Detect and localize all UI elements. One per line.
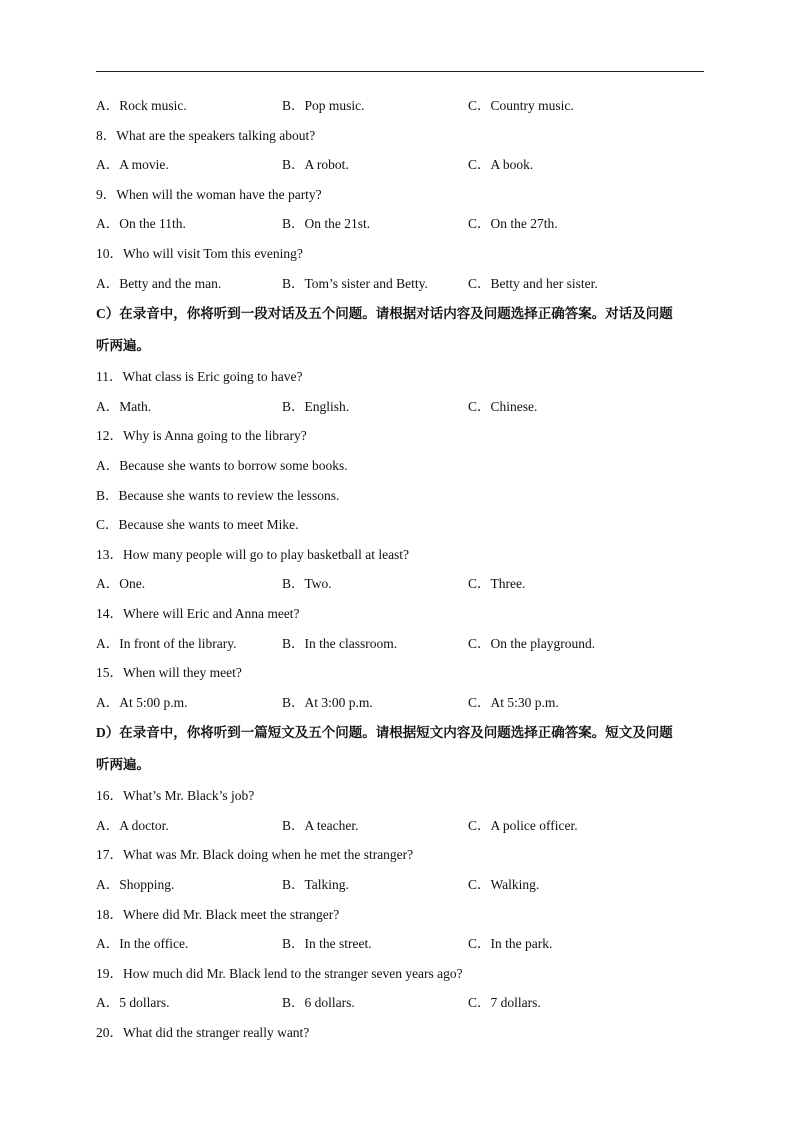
section-instruction: 听两遍。: [96, 757, 150, 773]
option-c: C．On the playground.: [468, 635, 596, 651]
option-c: C．On the 27th.: [468, 216, 558, 232]
options-row: [96, 688, 706, 718]
option-c: C．Walking.: [468, 877, 540, 893]
option-a: A．Math.: [96, 398, 152, 414]
option-b: B．In the street.: [282, 936, 372, 952]
option-a: A．5 dollars.: [96, 995, 170, 1011]
option-c: C．Chinese.: [468, 398, 538, 414]
option-c: C．Betty and her sister.: [468, 275, 598, 291]
option-b: B．Tom’s sister and Betty.: [282, 275, 428, 291]
section-instruction: C）在录音中，你将听到一段对话及五个问题。请根据对话内容及问题选择正确答案。对话及问题: [96, 306, 673, 322]
option-b: B．Two.: [282, 576, 332, 592]
options-row: [96, 629, 706, 659]
option-b: B．On the 21st.: [282, 216, 371, 232]
question-line: 9．When will the woman have the party?: [96, 186, 322, 202]
option-b: B．English.: [282, 398, 350, 414]
option-b: B．In the classroom.: [282, 635, 398, 651]
question-line: 10．Who will visit Tom this evening?: [96, 245, 303, 261]
option-c: C．In the park.: [468, 936, 553, 952]
question-line: 18．Where did Mr. Black meet the stranger?: [96, 906, 340, 922]
question-line: 15．When will they meet?: [96, 665, 242, 681]
options-row: [96, 392, 706, 422]
option-c: C．A book.: [468, 157, 534, 173]
question-line: A．Because she wants to borrow some books.: [96, 457, 348, 473]
option-b: B．At 3:00 p.m.: [282, 694, 373, 710]
header-rule: [96, 71, 704, 72]
question-line: 8．What are the speakers talking about?: [96, 127, 316, 143]
option-b: B．A teacher.: [282, 817, 359, 833]
question-line: 14．Where will Eric and Anna meet?: [96, 605, 300, 621]
question-line: 19．How much did Mr. Black lend to the stranger seven years ago?: [96, 965, 463, 981]
question-line: 20．What did the stranger really want?: [96, 1025, 310, 1041]
options-row: [96, 988, 706, 1018]
option-a: A．A doctor.: [96, 817, 169, 833]
option-c: C．At 5:30 p.m.: [468, 694, 559, 710]
question-line: 12．Why is Anna going to the library?: [96, 428, 307, 444]
question-line: C．Because she wants to meet Mike.: [96, 517, 299, 533]
question-line: 17．What was Mr. Black doing when he met the stranger?: [96, 847, 414, 863]
section-instruction: D）在录音中，你将听到一篇短文及五个问题。请根据短文内容及问题选择正确答案。短文及问题: [96, 725, 673, 741]
question-line: 13．How many people will go to play basketball at least?: [96, 546, 410, 562]
options-row: [96, 209, 706, 239]
option-a: A．At 5:00 p.m.: [96, 694, 188, 710]
option-b: B．Talking.: [282, 877, 349, 893]
options-row: [96, 269, 706, 299]
option-a: A．Betty and the man.: [96, 275, 222, 291]
question-line: 16．What’s Mr. Black’s job?: [96, 788, 255, 804]
options-row: [96, 569, 706, 599]
option-a: A．Rock music.: [96, 98, 187, 113]
option-a: A．In the office.: [96, 936, 189, 952]
question-line: 11．What class is Eric going to have?: [96, 369, 303, 385]
option-a: A．One.: [96, 576, 146, 592]
options-row: [96, 150, 706, 180]
options-row: [96, 870, 706, 900]
option-c: C．A police officer.: [468, 817, 578, 833]
options-row: [96, 91, 706, 121]
options-row: [96, 929, 706, 959]
option-b: B．A robot.: [282, 157, 349, 173]
option-b: B．Pop music.: [282, 98, 365, 113]
section-instruction: 听两遍。: [96, 338, 150, 354]
option-c: C．Three.: [468, 576, 526, 592]
question-line: B．Because she wants to review the lessons.: [96, 487, 340, 503]
option-a: A．Shopping.: [96, 877, 175, 893]
options-row: [96, 811, 706, 841]
option-b: B．6 dollars.: [282, 995, 355, 1011]
option-a: A．On the 11th.: [96, 216, 186, 232]
option-a: A．A movie.: [96, 157, 169, 173]
option-a: A．In front of the library.: [96, 635, 237, 651]
exam-content: [96, 91, 706, 1048]
option-c: C．Country music.: [468, 98, 574, 113]
option-c: C．7 dollars.: [468, 995, 541, 1011]
